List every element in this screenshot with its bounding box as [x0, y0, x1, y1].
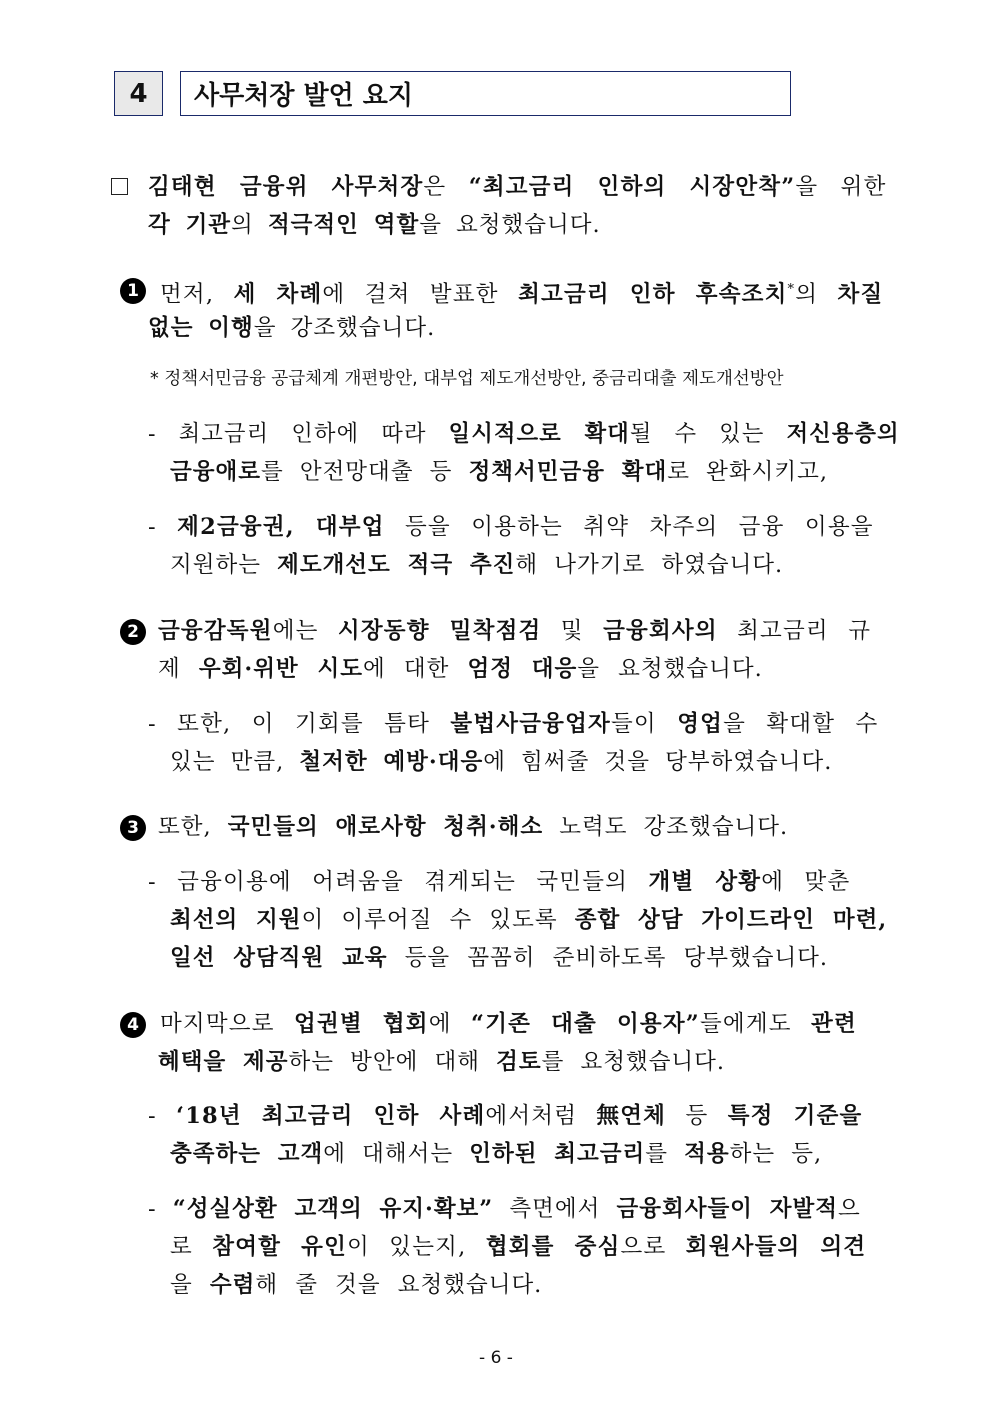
text-bold: 정책서민금융 확대 [468, 459, 668, 485]
point-4-sub-2-line-3 [170, 1270, 542, 1300]
text-bold: 일선 상담직원 교육 [170, 945, 388, 971]
text-bold: 각 기관 [148, 212, 232, 238]
text-run: 들에게도 [699, 1011, 812, 1037]
text-bold: 우회·위반 시도 [198, 656, 363, 682]
text-run: 될 수 있는 [629, 421, 787, 447]
intro-line-1 [148, 172, 887, 202]
point-4-line-1 [160, 1009, 857, 1039]
text-run: 을 확대할 수 [723, 711, 879, 737]
marker-text: 1 [127, 281, 139, 301]
point-3-sub-1-line-3 [170, 943, 828, 973]
text-run: - [148, 1196, 173, 1222]
text-run: 마지막으로 [160, 1011, 295, 1037]
text-bold: 회원사들의 의견 [685, 1234, 867, 1260]
intro-line-2 [148, 210, 601, 240]
text-run: 등 [666, 1103, 728, 1129]
text-bold: 최선의 지원 [170, 907, 302, 933]
point-2-sub-1-line-2 [170, 747, 832, 777]
text-run: 를 [645, 1141, 685, 1167]
text-run: 에 걸쳐 발표한 [322, 281, 519, 308]
text-bold: 금융감독원 [158, 618, 273, 644]
text-run: - [148, 1103, 177, 1129]
point-1-line-2 [148, 313, 435, 343]
text-bold: 영업 [677, 711, 724, 737]
text-run: - 금융이용에 어려움을 겪게되는 국민들의 [148, 869, 649, 895]
text-bold: 없는 이행 [148, 315, 254, 341]
text-run: 로 [170, 1234, 213, 1260]
text-run: 으로 [620, 1234, 686, 1260]
text-bold: 시장동향 밀착점검 [337, 618, 542, 644]
text-run: 에 대해서는 [323, 1141, 470, 1167]
text-run: 제 [158, 656, 199, 682]
text-bold: 참여할 유인 [212, 1234, 348, 1260]
text-bold: 충족하는 고객 [170, 1141, 324, 1167]
text-bold: 제2금융권, 대부업 [177, 514, 385, 540]
text-bold: 無연체 [596, 1103, 667, 1129]
section-number-box [114, 71, 163, 116]
section-title: 사무처장 발언 요지 [194, 81, 414, 111]
section-number: 4 [129, 78, 148, 109]
text-bold: 엄정 대응 [467, 656, 578, 682]
text-run: 에서처럼 [485, 1103, 597, 1129]
text-run: 을 [170, 1272, 210, 1298]
text-run: 노력도 강조했습니다. [543, 814, 789, 840]
text-bold: 일시적으로 확대 [448, 421, 630, 447]
point-3-line-1 [158, 812, 788, 842]
text-run: 로 완화시키고, [667, 459, 828, 485]
text-run: 들이 [610, 711, 678, 737]
number-1-icon [120, 278, 146, 304]
marker-text: 2 [127, 622, 139, 642]
text-bold: 불법사금융업자 [450, 711, 611, 737]
text-run: 해 나가기로 하였습니다. [515, 552, 784, 578]
point-1-line-1 [160, 275, 883, 310]
text-run: 를 요청했습니다. [541, 1049, 726, 1075]
text-bold: 최고금리 인하 후속조치 [518, 281, 788, 308]
text-run: 최고금리 규 [717, 618, 872, 644]
text-bold: 수렴 [209, 1272, 256, 1298]
text-bold: 개별 상황 [648, 869, 762, 895]
number-2-icon [120, 619, 146, 645]
text-run: 의 [795, 281, 838, 308]
text-run: 은 [423, 174, 469, 200]
text-bold: 적극적인 역할 [267, 212, 420, 238]
text-run: 또한, [158, 814, 228, 840]
text-bold: 검토 [496, 1049, 542, 1075]
text-bold: 제도개선도 적극 추진 [277, 552, 516, 578]
text-run: 측면에서 [493, 1196, 617, 1222]
text-run: 이 있는지, [347, 1234, 486, 1260]
number-4-icon [120, 1012, 146, 1038]
point-3-sub-1-line-2 [170, 905, 887, 935]
point-1-sub-2-line-2 [170, 550, 783, 580]
text-run: 에 [428, 1011, 472, 1037]
text-run: 에 맞춘 [761, 869, 851, 895]
text-run: 해 줄 것을 요청했습니다. [255, 1272, 543, 1298]
page-number: - 6 - [479, 1348, 513, 1368]
text-bold: 저신용층의 [786, 421, 900, 447]
text-run: 을 요청했습니다. [419, 212, 601, 238]
point-1-sub-2-line-1 [148, 512, 874, 542]
text-bold: 혜택을 제공 [158, 1049, 289, 1075]
marker-text: 4 [127, 1015, 139, 1035]
text-bold: 차질 [837, 281, 884, 308]
text-run: 에 대한 [362, 656, 468, 682]
number-3-icon [120, 815, 146, 841]
text-run: 을 위한 [795, 174, 887, 200]
text-run: 에는 [272, 618, 338, 644]
text-bold: 금융회사들이 자발적 [616, 1196, 838, 1222]
point-4-sub-2-line-1 [148, 1194, 861, 1224]
text-run: 하는 방안에 대해 [288, 1049, 497, 1075]
text-run: 있는 만큼, [170, 749, 300, 775]
text-run: 에 힘써줄 것을 당부하였습니다. [483, 749, 833, 775]
text-bold: 금융회사의 [603, 618, 718, 644]
text-bold: 종합 상담 가이드라인 마련, [574, 907, 888, 933]
intro-speaker: 김태현 금융위 사무처장 [148, 174, 424, 200]
text-bold: 국민들의 애로사항 청취·해소 [227, 814, 544, 840]
point-2-line-2 [158, 654, 763, 684]
point-1-footnote: * 정책서민금융 공급체계 개편방안, 대부업 제도개선방안, 중금리대출 제도개선방안 [150, 369, 784, 389]
text-bold: 세 차례 [233, 281, 323, 308]
text-run: 의 [231, 212, 268, 238]
text-bold: 금융애로 [170, 459, 261, 485]
point-3-sub-1-line-1 [148, 867, 850, 897]
text-run: - [148, 514, 178, 540]
text-run: 으 [837, 1196, 861, 1222]
text-run: 지원하는 [170, 552, 278, 578]
point-4-sub-2-line-2 [170, 1232, 866, 1262]
text-bold: “기존 대출 이용자” [471, 1011, 700, 1037]
text-run: 을 요청했습니다. [577, 656, 763, 682]
text-bold: 적용 [684, 1141, 730, 1167]
text-bold: 철저한 예방·대응 [299, 749, 484, 775]
text-bold: 인하된 최고금리 [469, 1141, 646, 1167]
intro-theme: “최고금리 인하의 시장안착” [468, 174, 796, 200]
text-run: 및 [541, 618, 604, 644]
checkbox-square-icon [111, 178, 128, 195]
marker-text: 3 [127, 818, 139, 838]
text-bold: 관련 [811, 1011, 857, 1037]
point-1-sub-1-line-1 [148, 419, 900, 449]
text-run: 이 이루어질 수 있도록 [301, 907, 575, 933]
footnote-mark: * [787, 282, 796, 297]
text-bold: 특정 기준을 [727, 1103, 863, 1129]
text-bold: 업권별 협회 [294, 1011, 429, 1037]
section-title-box [180, 71, 791, 116]
text-bold: “성실상환 고객의 유지·확보” [172, 1196, 494, 1222]
text-run: - 최고금리 인하에 따라 [148, 421, 449, 447]
text-run: 를 안전망대출 등 [260, 459, 469, 485]
point-1-sub-1-line-2 [170, 457, 828, 487]
text-run: 등을 꼼꼼히 준비하도록 당부했습니다. [387, 945, 829, 971]
point-4-line-2 [158, 1047, 725, 1077]
text-bold: 협회를 중심 [485, 1234, 621, 1260]
text-bold: ‘18년 최고금리 인하 사례 [176, 1103, 486, 1129]
text-run: 하는 등, [729, 1141, 823, 1167]
point-2-line-1 [158, 616, 871, 646]
text-run: - 또한, 이 기회를 틈타 [148, 711, 451, 737]
point-2-sub-1-line-1 [148, 709, 878, 739]
point-4-sub-1-line-1 [148, 1101, 862, 1131]
text-run: 등을 이용하는 취약 차주의 금융 이용을 [384, 514, 874, 540]
text-run: 을 강조했습니다. [253, 315, 436, 341]
point-4-sub-1-line-2 [170, 1139, 822, 1169]
text-run: 먼저, [160, 281, 234, 308]
